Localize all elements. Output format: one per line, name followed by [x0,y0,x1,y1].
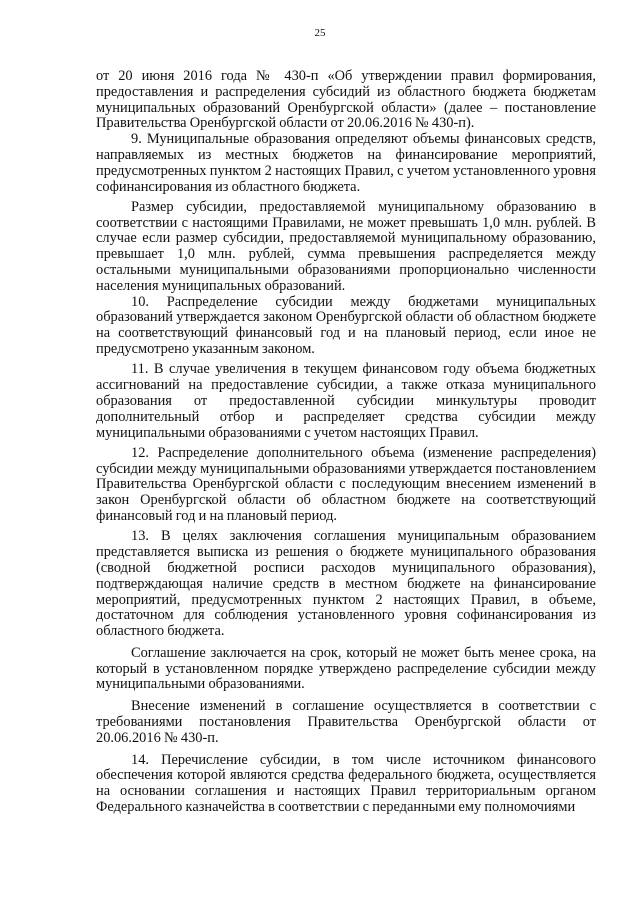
paragraph-item-14: 14. Перечисление субсидии, в том числе источником финансового обеспечения которой являются средства федерального бюджета, осуществляется на основании соглашения и настоящих Правил территориальным органом Федерального казначейства в соответствии с переданными ему полномочиями [96,751,596,816]
paragraph-agreement-term: Соглашение заключается на срок, который не может быть менее срока, на который в установленном порядке утверждено распределение субсидии между муниципальными образованиями. [96,644,596,693]
paragraph-item-10: 10. Распределение субсидии между бюджетами муниципальных образований утверждается законом Оренбургской области об областном бюджете на соответствующий финансовый год и на плановый период, если иное не предусмотрено указанным законом. [96,293,596,358]
paragraph-agreement-changes: Внесение изменений в соглашение осуществляется в соответствии с требованиями постановления Правительства Оренбургской области от 20.06.2016 № 430-п. [96,698,596,746]
document-body [96,69,596,816]
paragraph-item-13: 13. В целях заключения соглашения муниципальным образованием представляется выписка из решения о бюджете муниципального образования (сводной бюджетной росписи расходов муниципального образования), подтверждающая наличие средств в местном бюджете на финансирование мероприятий, предусмотренных пунктом 2 настоящих Правил, в объеме, достаточном для соблюдения установленного уровня софинансирования из областного бюджета. [96,528,596,640]
paragraph-subsidy-size: Размер субсидии, предоставляемой муниципальному образованию в соответствии с настоящими Правилами, не может превышать 1,0 млн. рублей. В случае если размер субсидии, предоставляемой муниципальному образованию, превышает 1,0 млн. рублей, сумма превышения распределяется между остальными муниципальными образованиями пропорционально численности населения муниципальных образований. [96,198,596,294]
paragraph-continuation: от 20 июня 2016 года № 430-п «Об утверждении правил формирования, предоставления и распределения субсидий из областного бюджета бюджетам муниципальных образований Оренбургской области» (далее – постановление Правительства Оренбургской области от 20.06.2016 № 430-п). [96,68,596,132]
paragraph-item-12: 12. Распределение дополнительного объема (изменение распределения) субсидии между муниципальными образованиями утверждается постановлением Правительства Оренбургской области с последующим внесением изменений в закон Оренбургской области об областном бюджете на соответствующий финансовый год и на плановый период. [96,444,596,525]
page-number: 25 [314,27,326,39]
paragraph-item-11: 11. В случае увеличения в текущем финансовом году объема бюджетных ассигнований на предоставление субсидии, а также отказа муниципального образования от предоставленной субсидии минкультуры проводит дополнительный отбор и распределяет средства субсидии между муниципальными образованиями с учетом настоящих Правил. [96,361,596,441]
paragraph-item-9: 9. Муниципальные образования определяют объемы финансовых средств, направляемых из местных бюджетов на финансирование мероприятий, предусмотренных пунктом 2 настоящих Правил, с учетом установленного уровня софинансирования из областного бюджета. [96,131,596,195]
